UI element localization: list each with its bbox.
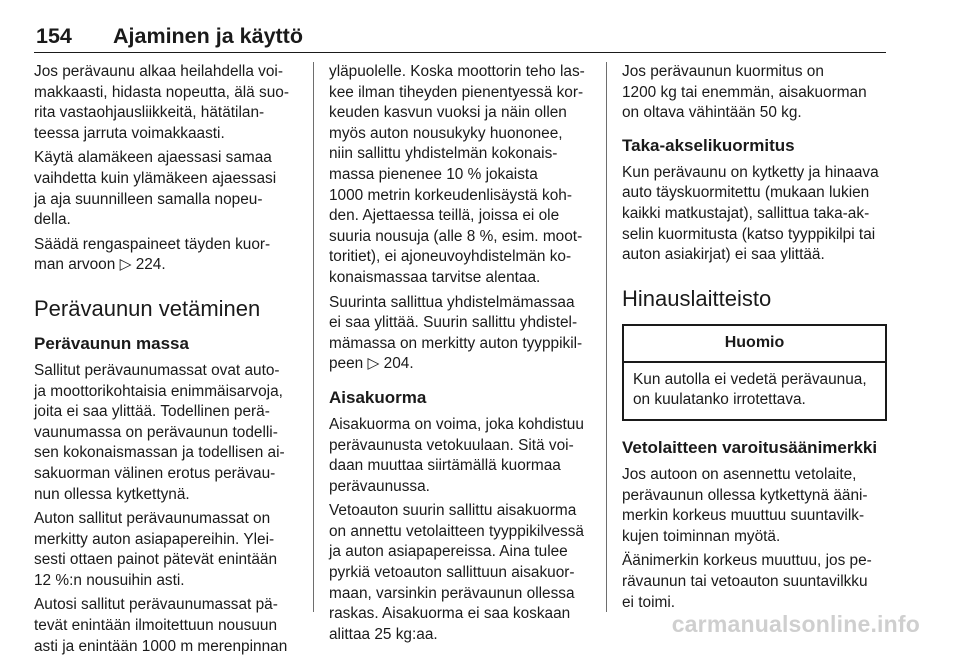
chapter-title: Ajaminen ja käyttö	[113, 24, 303, 48]
column-divider	[606, 62, 607, 612]
page-header	[34, 22, 886, 53]
watermark: carmanualsonline.info	[671, 611, 920, 637]
paragraph: Aisakuorma on voima, joka kohdistuu perävaunusta vetokuulaan. Sitä voi- daan muuttaa siirtämällä kuormaa perävaunussa.	[329, 415, 584, 495]
paragraph: Autosi sallitut perävaunumassat pä- tevät enintään ilmoitettuun nousuun asti ja enintään 1000 m merenpinnan	[34, 596, 288, 655]
paragraph-with-reference: Säädä rengaspaineet täyden kuor- man arvoon ▷ 224.	[34, 235, 271, 274]
paragraph: Äänimerkin korkeus muuttuu, jos pe- rävaunun tai vetoauton suuntavilkku ei toimi.	[622, 552, 872, 611]
notice-text: Kun autolla ei vedetä perävaunua, on kuulatanko irrotettava.	[633, 370, 867, 409]
paragraph: Vetoauton suurin sallittu aisakuorma on annettu vetolaitteen tyyppikilvessä ja auton asiapapereissa. Aina tulee pyrkiä vetoauton sallittuun aisakuor- maan, varsinkin perävaunun ollessa raskas. Aisakuorma ei saa koskaan alittaa 25 kg:aa.	[329, 502, 584, 643]
paragraph: Kun perävaunu on kytketty ja hinaava auto täyskuormitettu (mukaan lukien kaikki matkustajat), sallittua taka-ak- selin kuormitusta (katso tyyppikilpi tai auton asiakirjat) ei saa ylittää.	[622, 163, 879, 264]
column-2	[329, 62, 593, 649]
page-reference: 204.	[383, 355, 414, 373]
subsection-heading: Aisakuorma	[329, 387, 427, 407]
subsection-heading: Vetolaitteen varoitusäänimerkki	[622, 437, 878, 457]
paragraph: Auton sallitut perävaunumassat on merkitty auton asiapapereihin. Ylei- sesti ottaen painot pätevät enintään 12 %:n nousuihin asti.	[34, 510, 278, 589]
paragraph: Jos perävaunu alkaa heilahdella voi- makkaasti, hidasta nopeutta, älä suo- rita vastaohjausliikkeitä, hätätilan- teessa jarruta voimakkaasti.	[34, 63, 289, 142]
section-heading: Hinauslaitteisto	[622, 285, 772, 311]
paragraph: yläpuolelle. Koska moottorin teho las- kee ilman tiheyden pienentyessä kor- keuden kasvun vuoksi ja näin ollen myös auton nousukyky huononee, niin sallittu yhdistelmän kokonais- massa pienenee 10 % jokaista 1000 metrin korkeudenlisäystä koh- den. Ajettaessa teillä, joissa ei ole suuria nousuja (alle 8 %, esim. moot- toritiet), ei ajoneuvoyhdistelmän ko- konaismassaa tarvitse alentaa.	[329, 63, 585, 286]
column-divider	[313, 62, 314, 612]
notice-title: Huomio	[624, 326, 885, 363]
page-reference: 224.	[135, 256, 166, 274]
column-3	[622, 62, 887, 617]
page-number: 154	[36, 24, 72, 48]
paragraph-with-reference: Suurinta sallittua yhdistelmämassaa ei saa ylittää. Suurin sallittu yhdistel- mämassa on merkitty auton tyyppikil- peen ▷ 204.	[329, 293, 583, 373]
notice-box	[622, 324, 887, 421]
page-reference-icon: ▷	[367, 355, 380, 373]
page-reference-icon: ▷	[119, 256, 132, 274]
section-heading: Perävaunun vetäminen	[34, 295, 261, 321]
paragraph: Sallitut perävaunumassat ovat auto- ja moottorikohtaisia enimmäisarvoja, joita ei saa ylittää. Todellinen perä- vaunumassa on perävaunun todelli- sen kokonaismassan ja todellisen ai- sakuorman välinen erotus perävau- nun ollessa kytkettynä.	[34, 361, 285, 503]
column-1	[34, 62, 298, 661]
subsection-heading: Taka-akselikuormitus	[622, 135, 795, 155]
paragraph: Jos autoon on asennettu vetolaite, perävaunun ollessa kytkettynä ääni- merkin korkeus muuttuu suuntavilk- kujen toiminnan myötä.	[622, 465, 868, 545]
subsection-heading: Perävaunun massa	[34, 333, 189, 353]
paragraph: Jos perävaunun kuormitus on 1200 kg tai enemmän, aisakuorman on oltava vähintään 50 kg.	[622, 63, 867, 122]
paragraph: Käytä alamäkeen ajaessasi samaa vaihdetta kuin ylämäkeen ajaessasi ja aja suunnilleen samalla nopeu- della.	[34, 149, 277, 229]
